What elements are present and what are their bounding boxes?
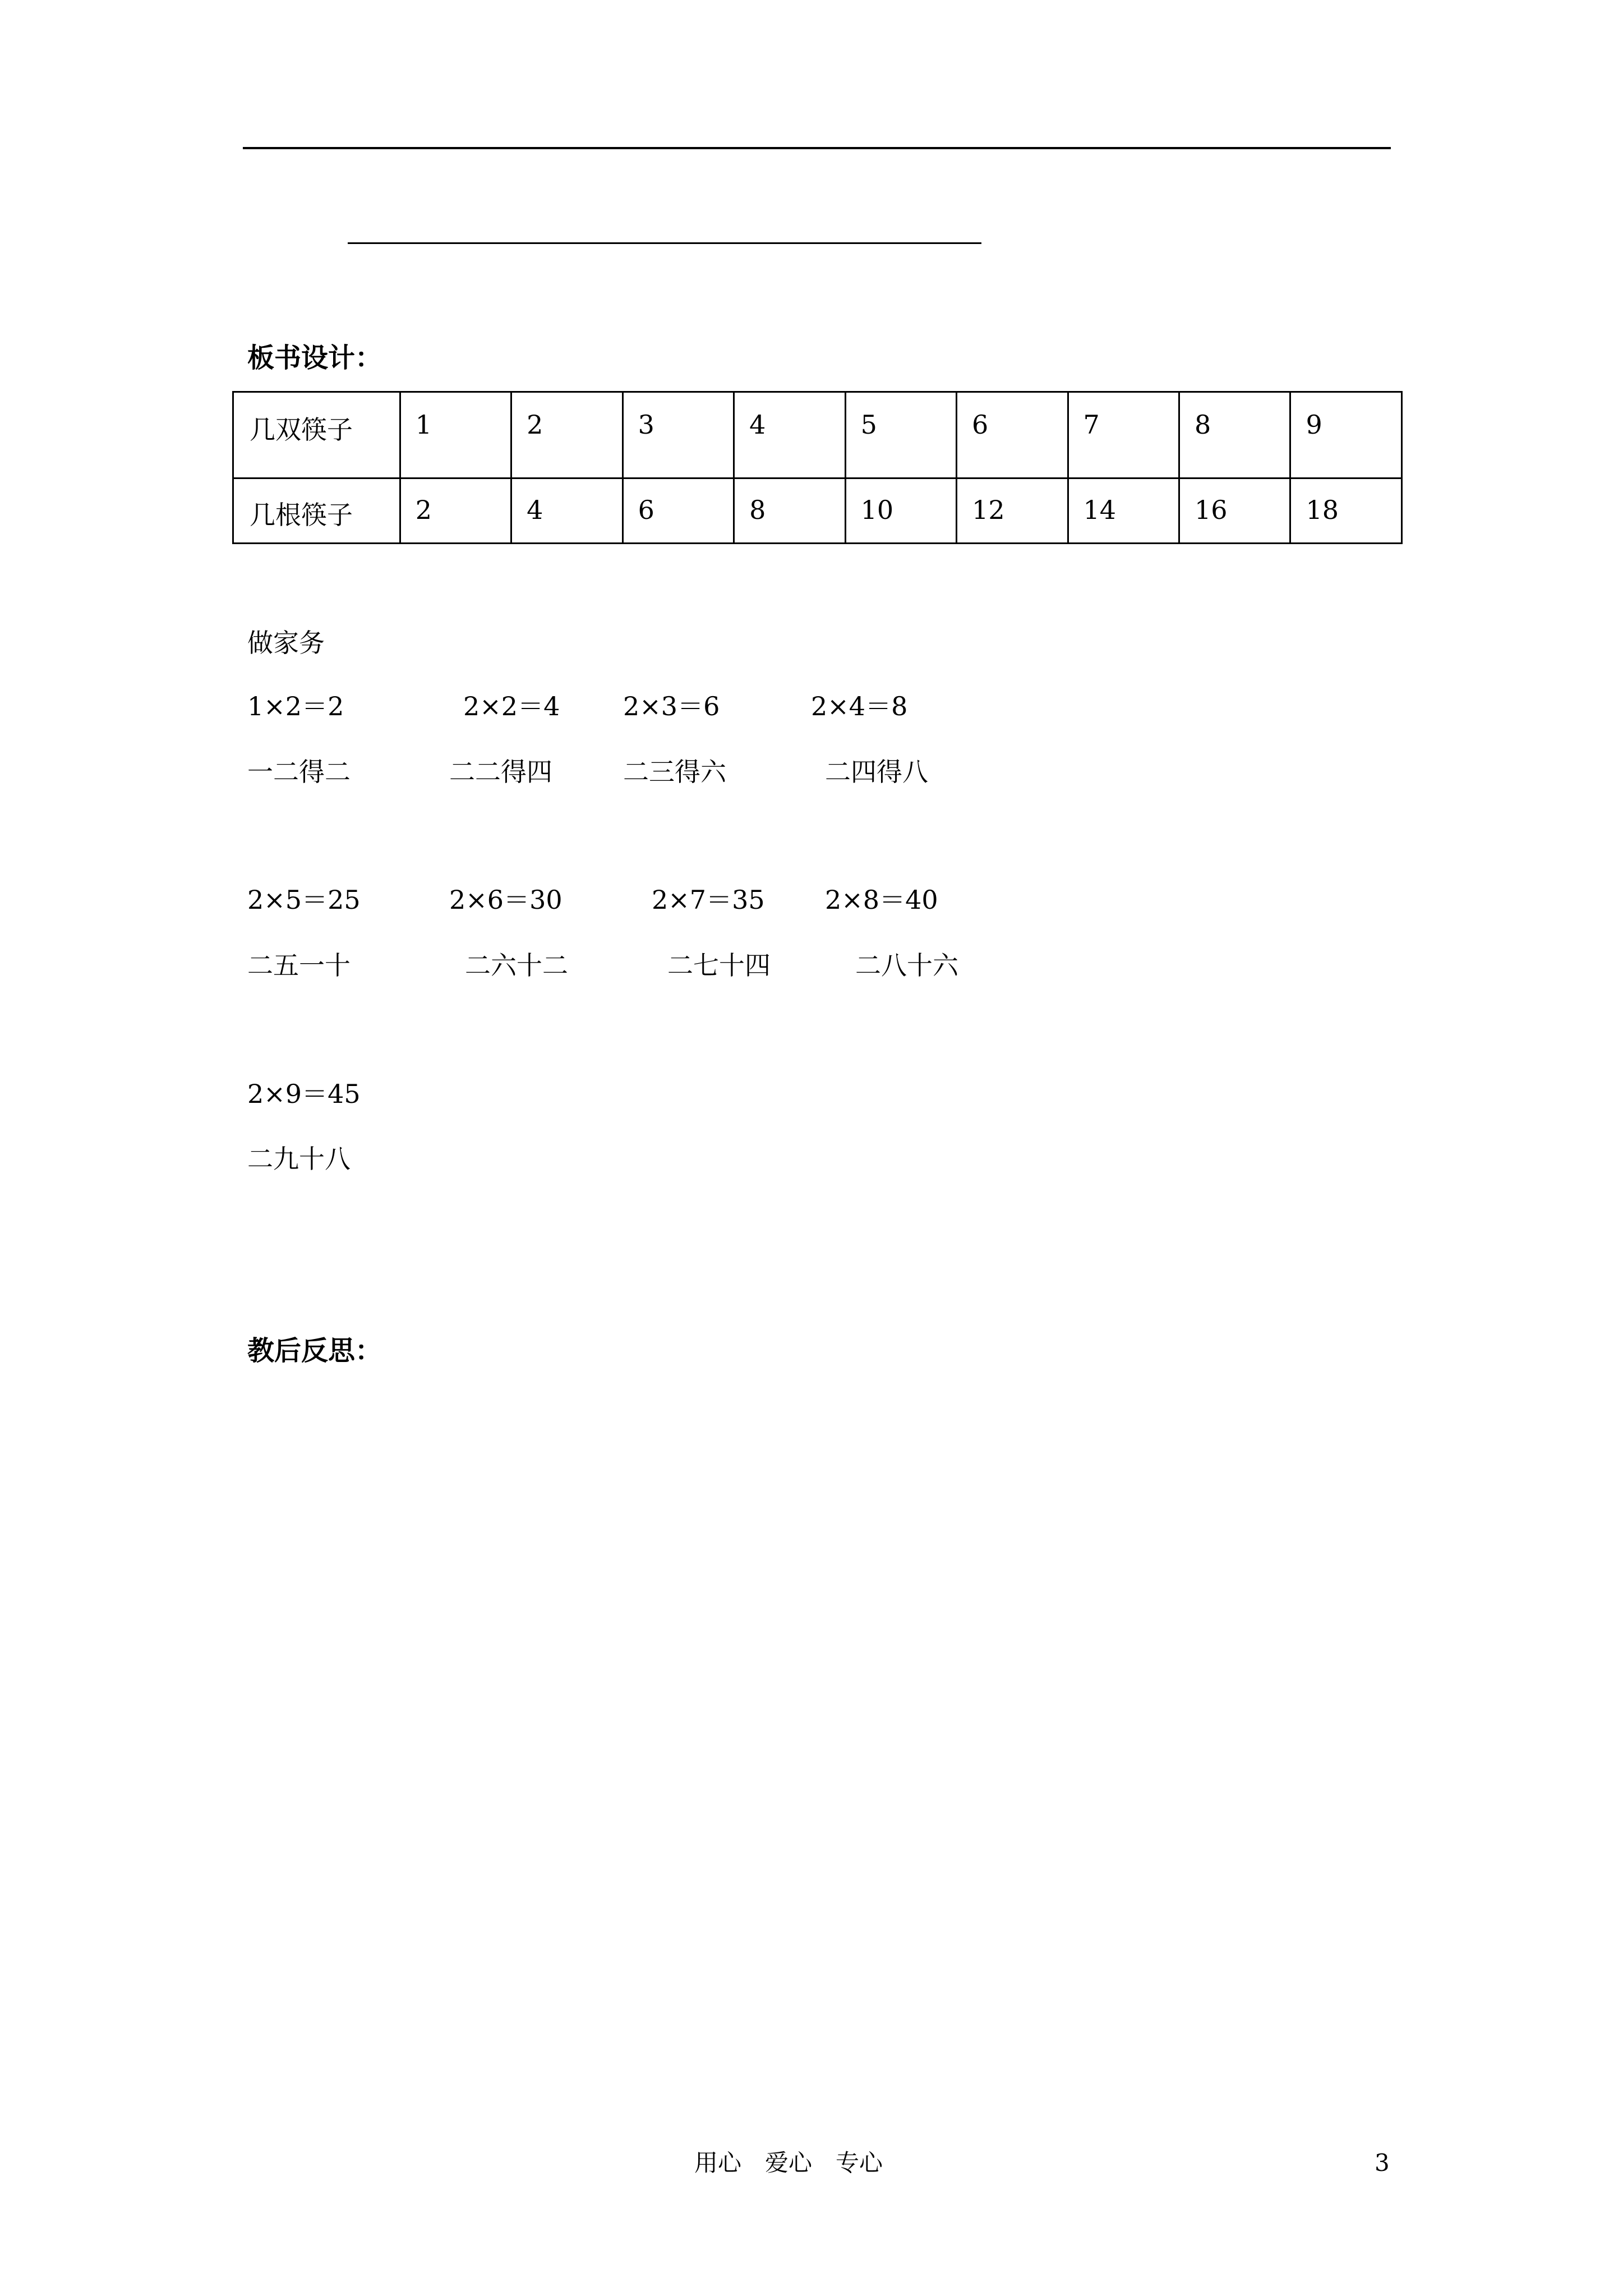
table-cell: 3	[623, 392, 734, 478]
rhyme: 二九十八	[247, 1144, 351, 1174]
table-cell: 9	[1290, 392, 1402, 478]
table-cell: 4	[511, 478, 623, 544]
table-cell: 8	[734, 478, 845, 544]
equation: 1×2＝2	[247, 691, 344, 721]
equation: 2×3＝6	[623, 691, 720, 721]
equation: 2×7＝35	[652, 885, 765, 915]
rhyme: 二六十二	[465, 950, 568, 981]
rhyme: 二四得八	[825, 757, 928, 787]
equation: 2×8＝40	[825, 885, 938, 915]
table-cell: 14	[1068, 478, 1179, 544]
table-cell: 4	[734, 392, 845, 478]
board-design-heading: 板书设计：	[247, 342, 382, 374]
table-cell: 6	[957, 392, 1068, 478]
header-rule	[243, 147, 1391, 149]
equation: 2×9＝45	[247, 1079, 361, 1109]
table-cell: 18	[1290, 478, 1402, 544]
table-cell: 8	[1179, 392, 1290, 478]
table-row-pairs	[233, 392, 1402, 478]
footer-motto: 用心 爱心 专心	[694, 2149, 883, 2177]
table-cell: 6	[623, 478, 734, 544]
row-label-sticks: 几根筷子	[233, 478, 400, 544]
equation: 2×2＝4	[463, 691, 560, 721]
table-cell: 1	[400, 392, 511, 478]
rhyme: 二二得四	[449, 757, 552, 787]
table-cell: 5	[845, 392, 956, 478]
equation: 2×5＝25	[247, 885, 361, 915]
rhyme: 二八十六	[855, 950, 958, 981]
table-cell: 2	[511, 392, 623, 478]
table-row-sticks	[233, 478, 1402, 544]
chores-label: 做家务	[247, 628, 325, 658]
rhyme: 二七十四	[667, 950, 771, 981]
rhyme: 二三得六	[623, 757, 726, 787]
rhyme: 一二得二	[247, 757, 351, 787]
table-cell: 2	[400, 478, 511, 544]
row-label-pairs: 几双筷子	[233, 392, 400, 478]
table-cell: 12	[957, 478, 1068, 544]
chopsticks-table	[232, 391, 1403, 544]
table-cell: 10	[845, 478, 956, 544]
table-cell: 7	[1068, 392, 1179, 478]
reflection-heading: 教后反思：	[247, 1335, 382, 1366]
page-number: 3	[1375, 2149, 1390, 2177]
equation: 2×6＝30	[449, 885, 562, 915]
equation: 2×4＝8	[811, 691, 908, 721]
blank-answer-line	[348, 242, 981, 244]
table-cell: 16	[1179, 478, 1290, 544]
rhyme: 二五一十	[247, 950, 351, 981]
